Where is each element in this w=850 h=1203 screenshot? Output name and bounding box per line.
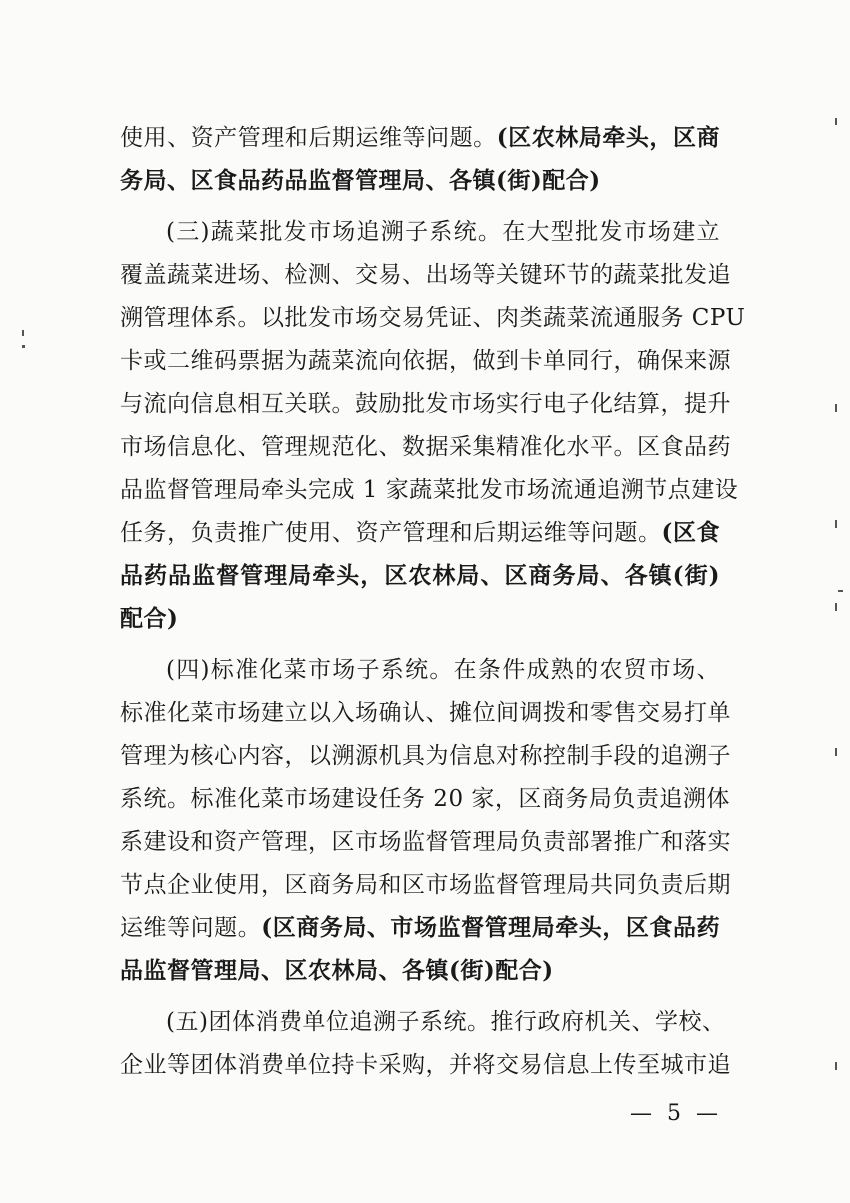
text-segment: 任务，负责推广使用、资产管理和后期运维等问题。	[120, 520, 662, 546]
text-segment: 系建设和资产管理，区市场监督管理局负责部署推广和落实	[120, 829, 731, 855]
text-line	[120, 908, 720, 948]
text-segment: 卡或二维码票据为蔬菜流向依据，做到卡单同行，确保来源	[120, 348, 731, 374]
scan-mark	[835, 404, 837, 412]
bold-text-segment: 务局、区食品药品监督管理局、各镇(街)配合)	[120, 167, 601, 194]
text-segment: 市场信息化、管理规范化、数据采集精准化水平。区食品药	[120, 434, 731, 460]
bold-text-segment: (区农林局牵头，区商	[496, 124, 721, 151]
text-line	[120, 865, 731, 905]
text-segment: 使用、资产管理和后期运维等问题。	[120, 125, 497, 151]
text-line	[120, 693, 731, 733]
text-line	[120, 822, 731, 862]
text-segment: 企业等团体消费单位持卡采购，并将交易信息上传至城市追	[120, 1052, 731, 1078]
page-number: — 5 —	[630, 1101, 722, 1126]
text-line	[120, 341, 731, 381]
text-line	[120, 298, 746, 338]
text-line	[120, 736, 731, 776]
text-line	[166, 650, 720, 690]
scan-mark	[835, 118, 837, 125]
bold-text-segment: 配合)	[120, 605, 179, 632]
bold-text-segment: (区商务局、市场监督管理局牵头，区食品药	[261, 914, 721, 941]
text-line	[120, 255, 731, 295]
bold-text-segment: 品药品监督管理局牵头，区农林局、区商务局、各镇(街)	[120, 562, 720, 589]
text-segment: 与流向信息相互关联。鼓励批发市场实行电子化结算，提升	[120, 391, 731, 417]
text-segment: 标准化菜市场建立以入场确认、摊位间调拨和零售交易打单	[120, 700, 731, 726]
text-line	[120, 951, 720, 991]
scan-mark	[838, 590, 843, 592]
text-line	[120, 427, 731, 467]
text-line	[120, 779, 730, 819]
text-segment: 运维等问题。	[120, 915, 262, 941]
text-segment: (三)蔬菜批发市场追溯子系统。在大型批发市场建立	[166, 219, 720, 245]
text-segment: (四)标准化菜市场子系统。在条件成熟的农贸市场、	[166, 657, 720, 683]
scan-mark	[835, 603, 837, 611]
scan-mark	[835, 1062, 837, 1070]
text-line	[120, 599, 720, 639]
text-line	[166, 1002, 726, 1042]
text-segment: (五)团体消费单位追溯子系统。推行政府机关、学校、	[166, 1009, 726, 1035]
text-segment: 管理为核心内容，以溯源机具为信息对称控制手段的追溯子	[120, 743, 731, 769]
scan-mark	[22, 330, 24, 336]
text-line	[120, 161, 720, 201]
text-segment: 溯管理体系。以批发市场交易凭证、肉类蔬菜流通服务 CPU	[120, 305, 746, 331]
text-line	[120, 470, 739, 510]
text-line	[120, 513, 720, 553]
text-line	[120, 118, 720, 158]
text-segment: 系统。标准化菜市场建设任务 20 家，区商务局负责追溯体	[120, 786, 730, 812]
text-segment: 节点企业使用，区商务局和区市场监督管理局共同负责后期	[120, 872, 731, 898]
bold-text-segment: 品监督管理局、区农林局、各镇(街)配合)	[120, 957, 554, 984]
scan-mark	[835, 520, 837, 528]
text-line	[120, 384, 731, 424]
text-segment: 品监督管理局牵头完成 1 家蔬菜批发市场流通追溯节点建设	[120, 477, 739, 503]
bold-text-segment: (区食	[661, 519, 721, 546]
text-line	[120, 1045, 731, 1085]
text-line	[120, 556, 720, 596]
text-line	[166, 212, 720, 252]
text-segment: 覆盖蔬菜进场、检测、交易、出场等关键环节的蔬菜批发追	[120, 262, 731, 288]
scan-mark	[835, 748, 837, 756]
scan-mark	[22, 345, 25, 348]
